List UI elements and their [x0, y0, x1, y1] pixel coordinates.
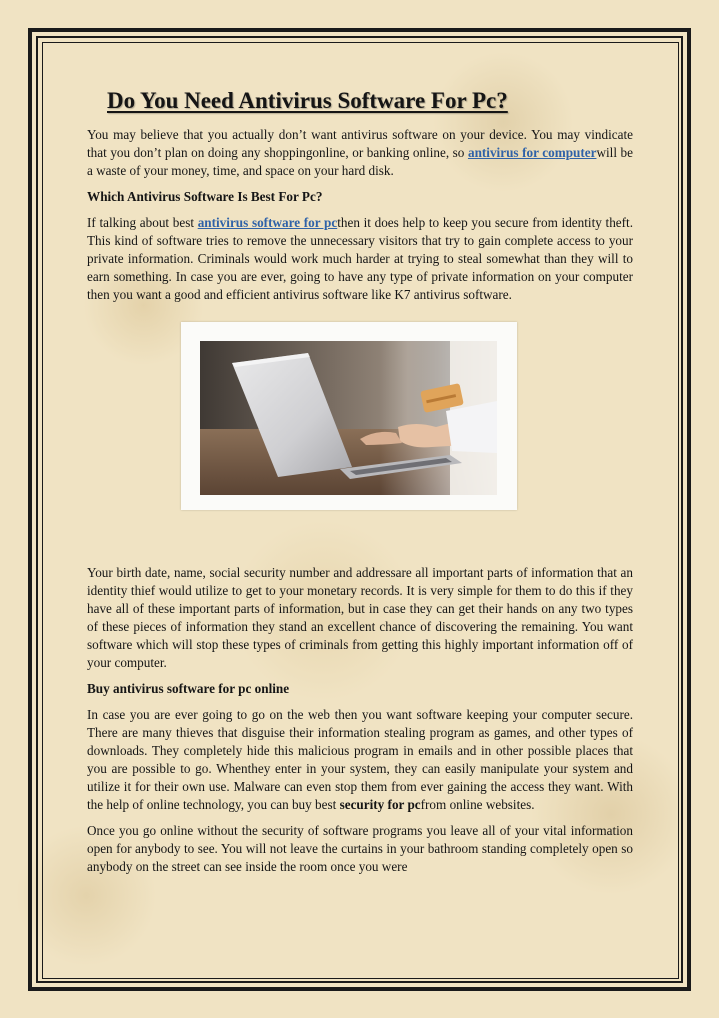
buy-text-after: from online websites.: [420, 797, 535, 812]
best-text-after: then it does help to keep you secure from identity theft. This kind of software tries to remove the unnecessary visitors that try to gain complete access to your private information. Criminals would work much harder at trying to steal somewhat than they will to earn something. In case you are ever, going to have any type of private information on your computer then you want a good and efficient antivirus software like K7 antivirus software.: [87, 215, 633, 302]
image-block: [87, 312, 633, 564]
buy-text-before: In case you are ever going to go on the web then you want software keeping your computer secure. There are many thieves that disguise their information stealing program as games, and other types of downloads. They completely hide this malicious program in emails and in other possible places that you are possible to go. Whenthey enter in your system, they can easily manipulate your system and utilize it for their own use. Malware can even stop them from ever gaining the access they want. With the help of online technology, you can buy best: [87, 707, 633, 812]
antivirus-software-for-pc-link[interactable]: antivirus software for pc: [197, 215, 338, 230]
photo-frame: [181, 322, 517, 510]
article-body: [87, 86, 633, 884]
section-heading-best-software: Which Antivirus Software Is Best For Pc?: [87, 189, 323, 204]
best-text-before: If talking about best: [87, 215, 198, 230]
online-security-paragraph: Once you go online without the security of software programs you leave all of your vital information open for anybody to see. You will not leave the curtains in your bathroom standing completely open so anybody on the street can see inside the room once you were: [87, 823, 633, 874]
laptop-illustration: [200, 341, 497, 495]
intro-text-after: will be a waste of your money, time, and space on your hard disk.: [87, 145, 633, 178]
intro-text-before: You may believe that you actually don’t want antivirus software on your device. You may vindicate that you don’t plan on doing any shoppingonline, or banking online, so: [87, 127, 633, 160]
section-heading-buy-online: Buy antivirus software for pc online: [87, 681, 290, 696]
identity-paragraph: Your birth date, name, social security number and addressare all important parts of information that an identity thief would utilize to get to your monetary records. It is very simple for them to do this if they have all of these important parts of information, but in case they can get their hands on any two types of these pieces of information they stand an excellent chance of discovering the remaining. You want software which will stop these types of criminals from getting this highly important information off of your computer.: [87, 565, 633, 670]
best-software-paragraph: [87, 214, 633, 304]
laptop-photo: [200, 341, 497, 495]
antivirus-for-computer-link[interactable]: antivirus for computer: [467, 145, 597, 160]
article-title: Do You Need Antivirus Software For Pc?: [107, 88, 508, 113]
intro-paragraph: [87, 126, 633, 180]
security-for-pc-bold: security for pc: [339, 797, 421, 812]
buy-online-paragraph: [87, 706, 633, 814]
